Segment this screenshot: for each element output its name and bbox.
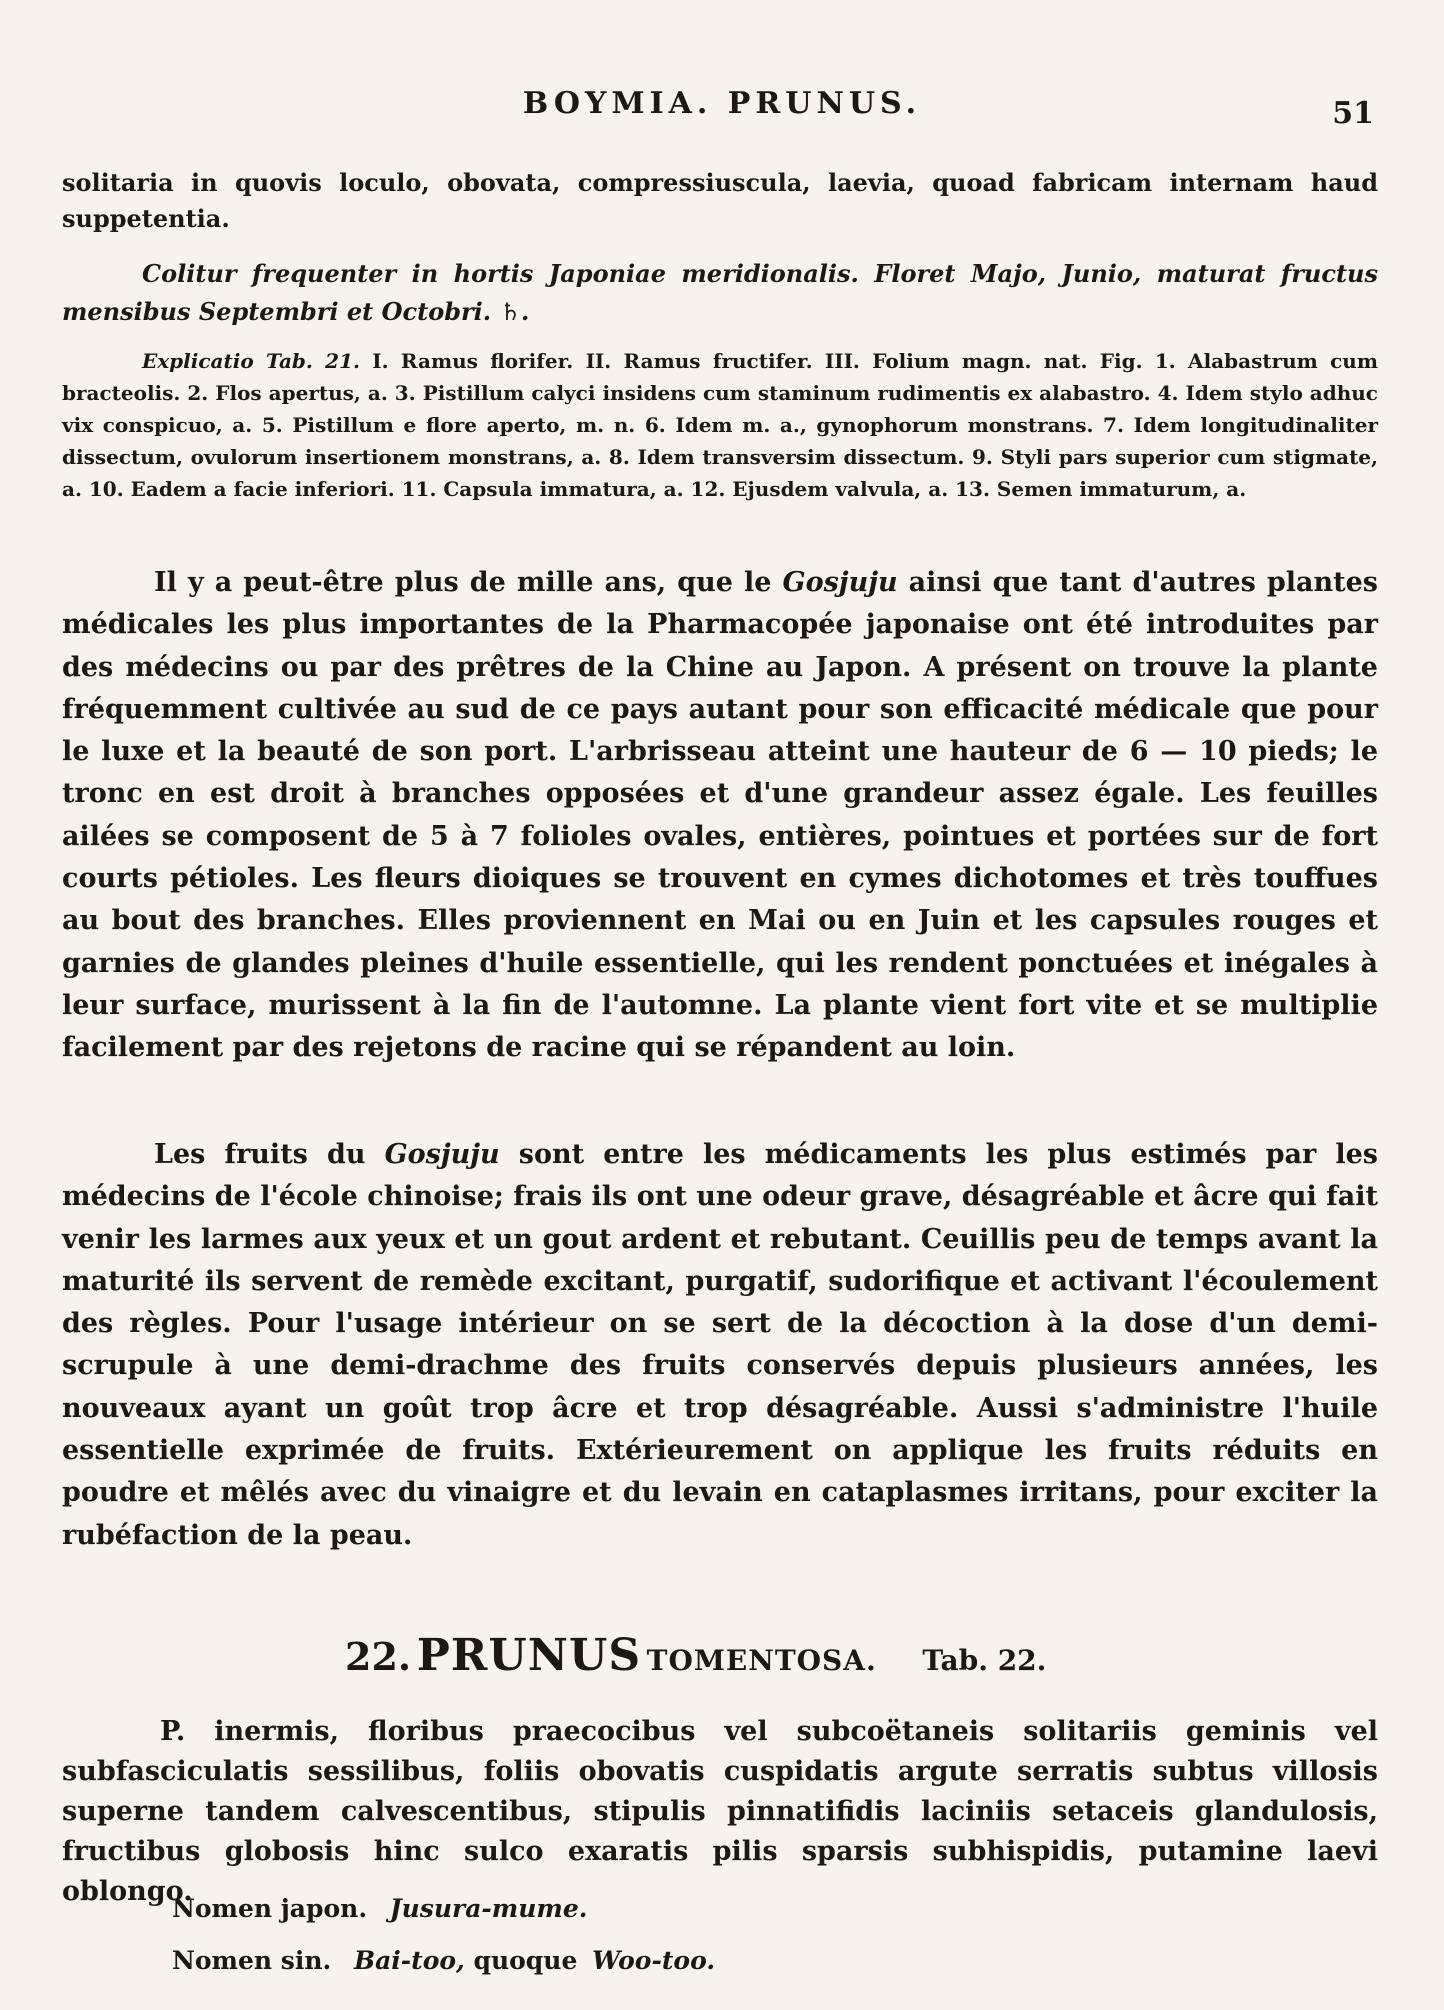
page-number: 51 — [1332, 96, 1374, 131]
section-number: 22. — [345, 1634, 412, 1679]
nomen-japon-value: Jusura-mume. — [389, 1894, 588, 1923]
species-diagnosis: P. inermis, floribus praecocibus vel subcoëtaneis solitariis geminis vel subfasciculatis sessilibus, foliis obovatis cuspidatis argute serratis subtus villosis superne tandem calvescentibus, stipulis pinnatifidis laciniis setaceis glandulosis, fructibus globosis hinc sulco exaratis pilis sparsis subhispidis, putamine laevi oblongo. — [62, 1716, 1378, 1907]
nomen-sin-label: Nomen sin. — [172, 1946, 332, 1975]
explication-lead: Explicatio Tab. 21. — [142, 349, 360, 373]
french-p2-after: sont entre les médicaments les plus estimés par les médecins de l'école chinoise; frais ils ont une odeur grave, désagréable et âcre qui fait venir les larmes aux yeux et un gout ardent et rebutant. Ceuillis peu de temps avant la maturité ils servent de remède excitant, purgatif, sudorifique et activant l'écoulement des règles. Pour l'usage intérieur on se sert de la décoction à la dose d'un demi-scrupule à une demi-drachme des fruits conservés depuis plusieurs années, les nouveaux ayant un goût trop âcre et trop désagréable. Aussi s'administre l'huile essentielle exprimée de fruits. Extérieurement on applique les fruits réduits en poudre et mêlés avec du vinaigre et du levain en cataplasmes irritans, pour exciter la rubéfaction de la peau. — [62, 1139, 1378, 1551]
french-p2-plant-name: Gosjuju — [384, 1139, 500, 1170]
explication-text: I. Ramus florifer. II. Ramus fructifer. III. Folium magn. nat. Fig. 1. Alabastrum cum bracteolis. 2. Flos apertus, a. 3. Pistillum calyci insidens cum staminum rudimentis ex alabastro. 4. Idem stylo adhuc vix conspicuo, a. 5. Pistillum e flore aperto, m. n. 6. Idem m. a., gynophorum monstrans. 7. Idem longitudinaliter dissectum, ovulorum insertionem monstrans, a. 8. Idem transversim dissectum. 9. Styli pars superior cum stigmate, a. 10. Eadem a facie inferiori. 11. Capsula immatura, a. 12. Ejusdem valvula, a. 13. Semen immaturum, a. — [62, 349, 1379, 501]
cultivation-note: Colitur frequenter in hortis Japoniae meridionalis. Floret Majo, Junio, maturat fructus mensibus Septembri et Octobri. ♄. — [62, 259, 1378, 326]
section-plate-ref: Tab. 22. — [922, 1644, 1047, 1677]
french-p1-plant-name: Gosjuju — [782, 567, 898, 598]
nomen-sin — [172, 1946, 715, 1975]
french-p1-after: ainsi que tant d'autres plantes médicales les plus importantes de la Pharmacopée japonaise ont été introduites par des médecins ou par des prêtres de la Chine au Japon. A présent on trouve la plante fréquemment cultivée au sud de ce pays autant pour son efficacité médicale que pour le luxe et la beauté de son port. L'arbrisseau atteint une hauteur de 6 — 10 pieds; le tronc en est droit à branches opposées et d'une grandeur assez égale. Les feuilles ailées se composent de 5 à 7 folioles ovales, entières, pointues et portées sur de fort courts pétioles. Les fleurs dioiques se trouvent en cymes dichotomes et très touffues au bout des branches. Elles proviennent en Mai ou en Juin et les capsules rouges et garnies de glandes pleines d'huile essentielle, qui les rendent ponctuées et inégales à leur surface, murissent à la fin de l'automne. La plante vient fort vite et se multiplie facilement par des rejetons de racine qui se répandent au loin. — [62, 567, 1378, 1064]
seeds-description: solitaria in quovis loculo, obovata, compressiuscula, laevia, quoad fabricam internam haud suppetentia. — [62, 168, 1378, 233]
french-paragraph-1 — [62, 562, 1378, 1070]
section-species: TOMENTOSA. — [646, 1644, 877, 1677]
nomen-sin-connector: quoque — [473, 1946, 578, 1975]
nomen-japon-label: Nomen japon. — [172, 1894, 368, 1923]
section-heading — [345, 1630, 1046, 1681]
running-head: BOYMIA. PRUNUS. — [522, 86, 922, 121]
nomen-sin-value-1: Bai-too, — [353, 1946, 465, 1975]
french-p2-before: Les fruits du — [154, 1139, 385, 1170]
french-paragraph-2 — [62, 1134, 1378, 1557]
plate-explication — [62, 345, 1378, 505]
nomen-japon — [172, 1894, 587, 1923]
nomen-sin-value-2: Woo-too. — [592, 1946, 716, 1975]
section-genus: PRUNUS — [416, 1630, 642, 1681]
french-p1-before: Il y a peut-être plus de mille ans, que le — [154, 567, 783, 598]
